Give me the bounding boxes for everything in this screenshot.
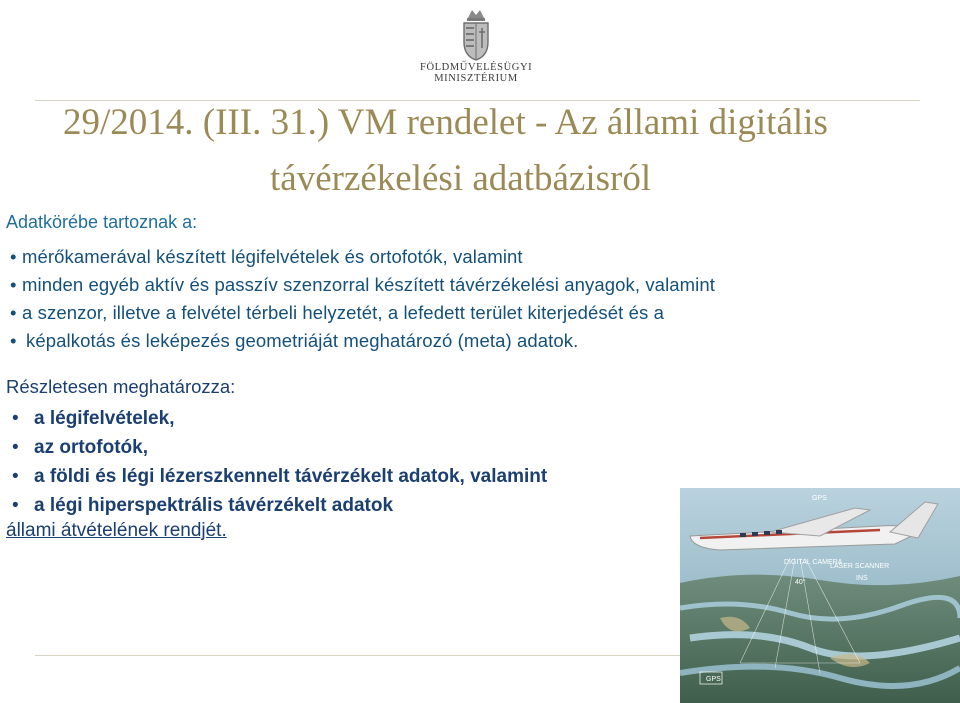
scanner-label: LASER SCANNER xyxy=(830,563,890,570)
angle-label: 40° xyxy=(795,579,806,586)
scope-intro: Adatkörébe tartoznak a: xyxy=(6,212,198,232)
detail-item: • a légi hiperspektrális távérzékelt adatok xyxy=(12,491,547,520)
gps-label-ground: GPS xyxy=(706,676,721,683)
detail-heading: Részletesen meghatározza: xyxy=(6,376,236,397)
gps-label-top: GPS xyxy=(812,495,827,502)
scope-item-continued: • képalkotás és leképezés geometriáját meghatározó (meta) adatok. xyxy=(10,327,910,355)
ministry-name-line2: MINISZTÉRIUM xyxy=(434,73,518,84)
ins-label: INS xyxy=(856,575,868,582)
ministry-logo xyxy=(420,4,532,98)
header-divider xyxy=(35,100,920,101)
detail-list xyxy=(12,404,547,520)
aerial-survey-illustration xyxy=(680,488,960,703)
page-title-line1: 29/2014. (III. 31.) VM rendelet - Az állami digitális xyxy=(63,102,828,143)
detail-item: • a földi és légi lézerszkennelt távérzékelt adatok, valamint xyxy=(12,462,547,491)
scope-list xyxy=(10,243,910,355)
hungarian-coat-of-arms-icon xyxy=(459,4,493,62)
scope-item: • mérőkamerával készített légifelvételek és ortofotók, valamint xyxy=(10,243,910,271)
scope-item: • a szenzor, illetve a felvétel térbeli helyzetét, a lefedett terület kiterjedését és a xyxy=(10,299,910,327)
page-title-line2: távérzékelési adatbázisról xyxy=(270,158,652,199)
scope-item: • minden egyéb aktív és passzív szenzorral készített távérzékelési anyagok, valamint xyxy=(10,271,910,299)
ministry-name-line1: FÖLDMŰVELÉSÜGYI xyxy=(420,62,533,73)
footer-text: állami átvételének rendjét. xyxy=(6,520,227,541)
detail-item: • a légifelvételek, xyxy=(12,404,547,433)
camera-label: DIGITAL CAMERA xyxy=(784,559,843,566)
detail-item: • az ortofotók, xyxy=(12,433,547,462)
